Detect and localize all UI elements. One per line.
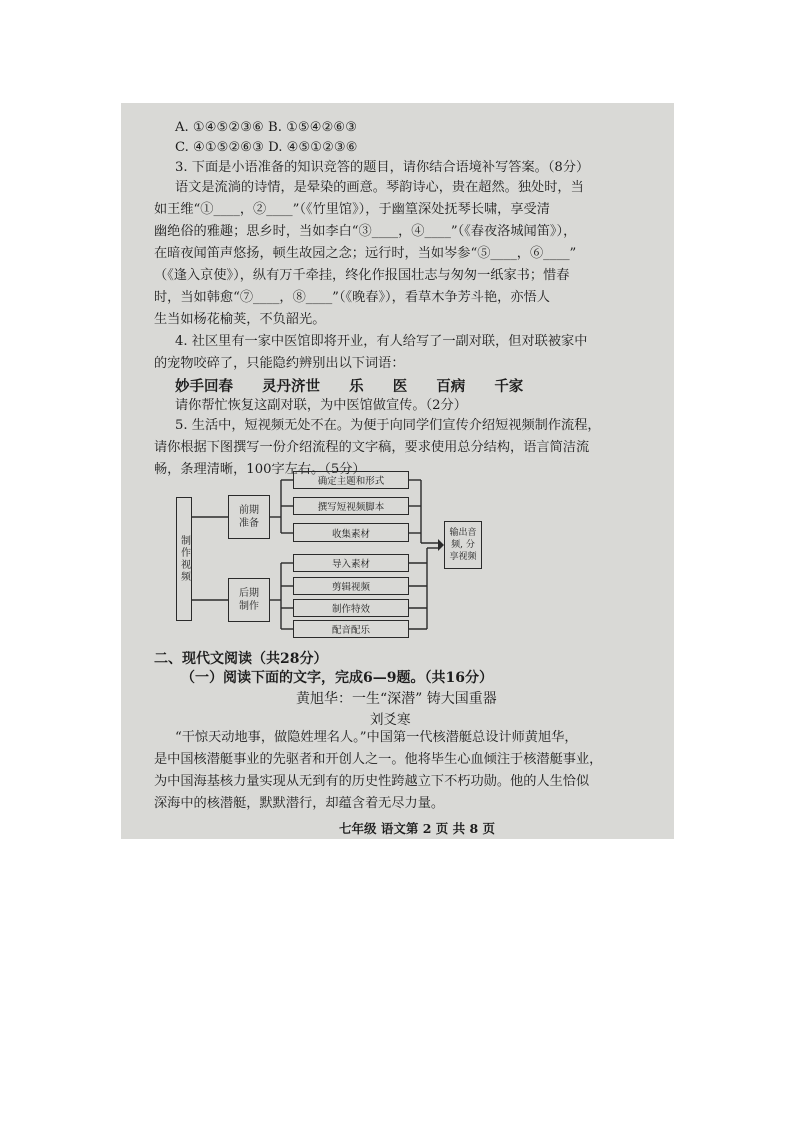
page-footer: 七年级 语文第 2 页 共 8 页 [339,821,496,836]
flow-step-box: 导入素材 [293,554,409,572]
couplet-word: 医 [392,378,408,395]
flow-root-box: 制作视频 [176,497,192,621]
q3-line-7: 生当如杨花榆荚，不负韶光。 [154,312,326,327]
article-paragraph-line: 为中国海基核力量实现从无到有的历史性跨越立下不朽功勋。他的人生恰似 [154,774,590,789]
couplet-word: 百病 [436,378,466,395]
flow-post-box: 后期制作 [228,578,270,622]
couplet-word: 灵丹济世 [262,378,321,395]
flow-step-box: 配音配乐 [293,620,409,638]
q3-line-4: 在暗夜闻笛声悠扬，顿生故园之念；远行时，当如岑参“⑤____，⑥____” [154,246,577,261]
q3-line-3: 幽绝俗的雅趣；思乡时，当如李白“③____，④____”（《春夜洛城闻笛》）， [154,224,577,239]
section-2-1-heading: （一）阅读下面的文字，完成6—9题。（共16分） [181,670,493,686]
article-paragraph-line: 深海中的核潜艇，默默潜行，却蕴含着无尽力量。 [154,796,445,811]
article-title: 黄旭华：一生“深潜” 铸大国重器 [296,691,497,707]
article-paragraph-line: “干惊天动地事，做隐姓埋名人。”中国第一代核潜艇总设计师黄旭华， [175,730,578,745]
couplet-word: 千家 [494,378,524,395]
flow-pre-box: 前期准备 [228,495,270,539]
question-5-line-1: 5. 生活中，短视频无处不在。为便于向同学们宣传介绍短视频制作流程， [175,418,601,433]
flow-step-box: 撰写短视频脚本 [293,497,409,515]
couplet-word: 乐 [349,378,364,395]
flow-step-box: 确定主题和形式 [293,471,409,489]
question-3: 3. 下面是小语准备的知识竞答的题目，请你结合语境补写答案。（8分） [175,160,590,175]
flow-output-box: 输出音频, 分享视频 [444,521,482,569]
q3-line-6: 时，当如韩愈“⑦____，⑧____”（《晚春》），看草木争芳斗艳，亦悟人 [154,290,550,305]
couplet-word: 妙手回春 [175,378,233,395]
question-5-line-3: 畅，条理清晰，100字左右。（5分） [154,462,366,477]
question-5-line-2: 请你根据下图撰写一份介绍流程的文字稿，要求使用总分结构，语言简洁流 [154,440,590,455]
question-4-line-1: 4. 社区里有一家中医馆即将开业，有人给写了一副对联，但对联被家中 [175,334,588,349]
q3-line-2: 如王维“①____，②____”（《竹里馆》），于幽篁深处抚琴长啸，享受清 [154,202,550,217]
q3-line-1: 语文是流淌的诗情，是晕染的画意。琴韵诗心，贵在超然。独处时，当 [175,180,584,195]
options-ab: A. ①④⑤②③⑥ B. ①⑤④②⑥③ [175,120,358,135]
exam-page [121,103,674,839]
question-4-line-3: 请你帮忙恢复这副对联，为中医馆做宣传。（2分） [175,398,467,413]
section-2-heading: 二、现代文阅读（共28分） [154,651,328,667]
flow-step-box: 剪辑视频 [293,577,409,595]
flow-step-box: 制作特效 [293,599,409,617]
options-cd: C. ④①⑤②⑥③ D. ④⑤①②③⑥ [175,140,358,155]
q3-line-5: （《逢入京使》），纵有万千牵挂，终化作报国壮志与匆匆一纸家书；惜春 [154,268,570,283]
article-paragraph-line: 是中国核潜艇事业的先驱者和开创人之一。他将毕生心血倾注于核潜艇事业， [154,752,603,767]
article-author: 刘爻寒 [370,712,411,728]
flow-step-box: 收集素材 [293,523,409,542]
question-4-line-2: 的宠物咬碎了，只能隐约辨别出以下词语： [154,356,405,371]
